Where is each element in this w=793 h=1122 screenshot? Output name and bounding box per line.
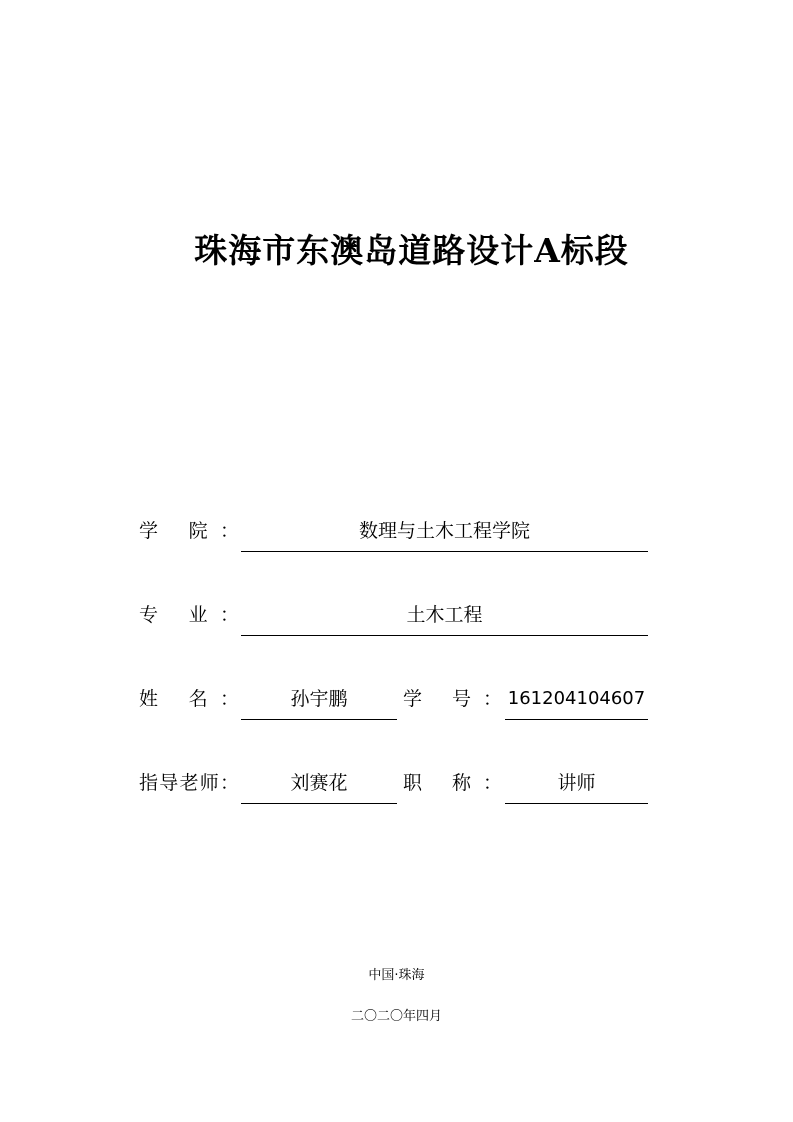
advisor-label: 指导老师： — [139, 772, 239, 794]
college-label: 学 院： — [139, 520, 239, 542]
major-underline — [241, 635, 648, 636]
name-label: 姓 名： — [139, 688, 239, 710]
student-id-value: 161204104607 — [507, 688, 646, 709]
footer-place: 中国·珠海 — [368, 968, 425, 983]
student-id-underline — [505, 719, 648, 720]
major-value: 土木工程 — [406, 604, 483, 626]
college-underline — [241, 551, 648, 552]
footer-date: 二〇二〇年四月 — [350, 1009, 442, 1024]
title-rank-value: 讲师 — [557, 772, 596, 794]
college-value: 数理与土木工程学院 — [358, 520, 530, 542]
name-underline — [241, 719, 397, 720]
title-rank-label: 职 称： — [403, 772, 502, 794]
advisor-value: 刘赛花 — [290, 772, 348, 794]
name-value: 孙宇鹏 — [290, 688, 348, 710]
title-rank-underline — [505, 803, 648, 804]
student-id-label: 学 号： — [403, 688, 502, 710]
major-label: 专 业： — [139, 604, 239, 626]
document-title: 珠海市东澳岛道路设计A标段 — [194, 231, 629, 270]
advisor-underline — [241, 803, 397, 804]
